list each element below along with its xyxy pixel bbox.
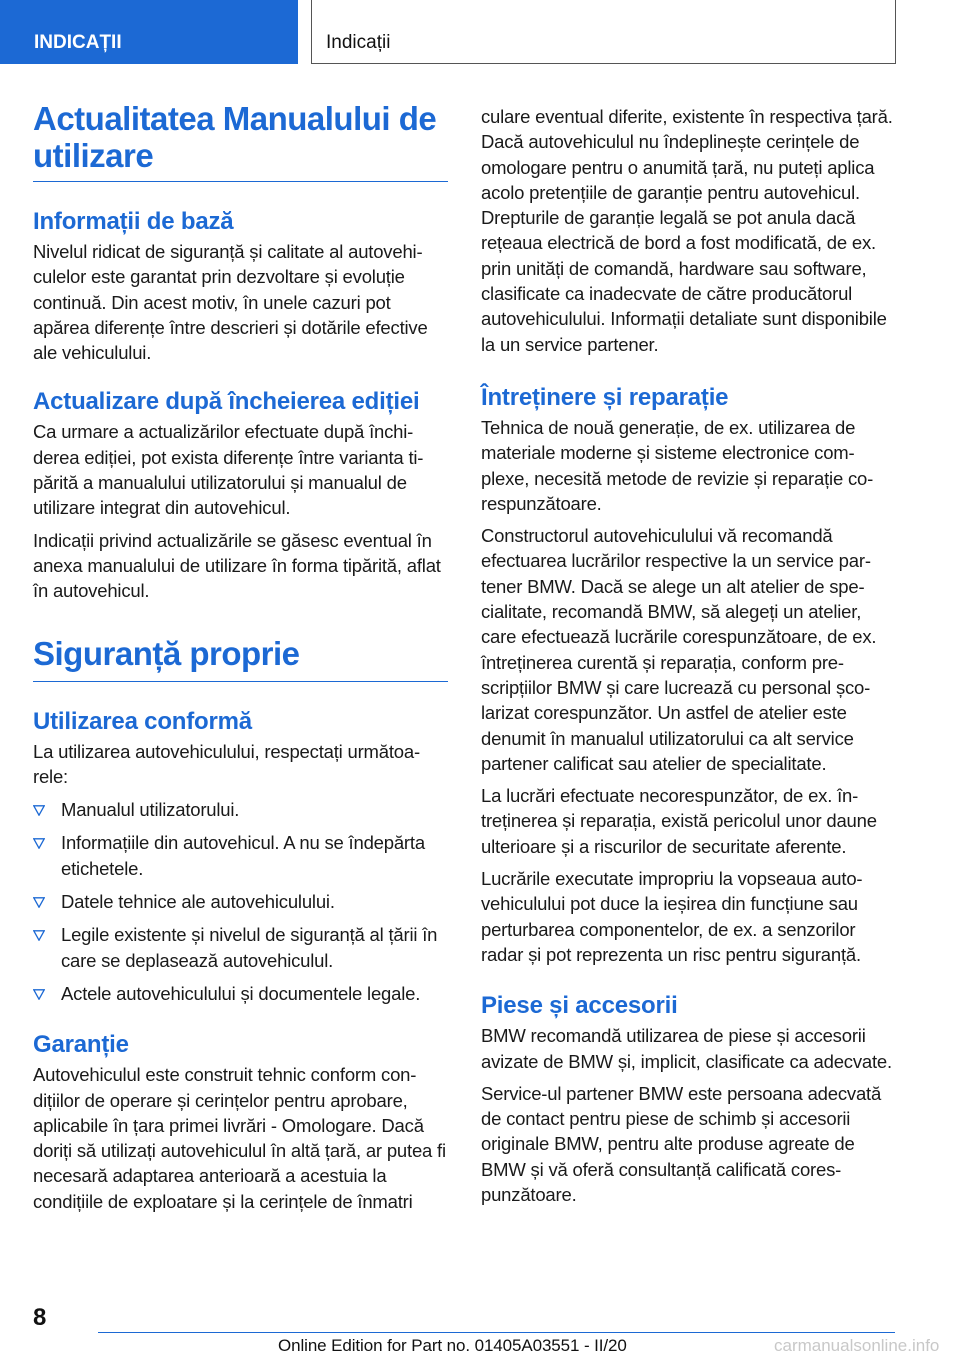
watermark: carmanualsonline.info <box>770 1336 939 1356</box>
heading-intended-use: Utilizarea conformă <box>33 707 252 735</box>
list-item <box>33 922 448 973</box>
paragraph-parts-2: Service-ul partener BMW este persoana adecvată de contact pentru piese de schimb și accesorii originale BMW, pentru alte produse agreate de BMW și vă oferă consultanță calificată corespunzătoare. <box>481 1082 882 1205</box>
chapter-header <box>311 0 896 64</box>
heading-parts-accessories: Piese și accesorii <box>481 992 678 1020</box>
section-tab-label: INDICAȚII <box>34 32 122 53</box>
left-column <box>33 100 448 1214</box>
chapter-title: Indicații <box>326 32 391 53</box>
section-tab[interactable] <box>0 0 298 64</box>
paragraph-update-1: Ca urmare a actualizărilor efectuate după închiderea ediției, pot exista diferențe între varianta tipărită a manualului utilizatorului și manualul de utilizare integrat din autovehicul. <box>33 421 424 519</box>
paragraph-basic-info: Nivelul ridicat de siguranță și calitate al autovehiculelor este garantat prin dezvoltare și evoluție continuă. Din acest motiv, în unele cazuri pot apărea diferențe între descrieri și dotările efective ale vehiculului. <box>33 241 428 364</box>
paragraph-warranty-continued: culare eventual diferite, existente în respectiva țară. Dacă autovehiculul nu îndeplinește cerințele de omologare pentru o anumită țară, nu puteți aplica acolo pretențiile de garanție pentru autovehicul. Drepturile de garanție legală se pot anula dacă rețeaua electrică de bord a fost modificată, de ex. prin unități de comandă, hardware sau software, clasificate ca inadecvate de către producătorul autovehiculului. Informații detaliate sunt disponibile la un service partener. <box>481 106 893 355</box>
heading-manual-update: Actualitatea Manualului de utilizare <box>33 100 437 174</box>
triangle-bullet-icon <box>33 805 45 816</box>
heading-warranty: Garanție <box>33 1031 129 1059</box>
heading-maintenance: Întreținere și reparație <box>481 383 729 411</box>
heading-update-after-edition: Actualizare după încheierea ediției <box>33 388 420 416</box>
list-item-text: Datele tehnice ale autovehiculului. <box>61 891 335 913</box>
list-item-text: Informațiile din autovehicul. A nu se îndepărta etichetele. <box>61 832 425 879</box>
footer-rule <box>98 1332 895 1333</box>
paragraph-maintenance-3: La lucrări efectuate necorespunzător, de ex. întreținerea și reparația, există pericolul unor daune ulterioare și a riscurilor de securitate aferente. <box>481 785 877 857</box>
heading-basic-info: Informații de bază <box>33 208 234 235</box>
triangle-bullet-icon <box>33 930 45 941</box>
paragraph-intended-use: La utilizarea autovehiculului, respectați următoarele: <box>33 740 421 787</box>
heading-own-safety: Siguranță proprie <box>33 634 300 672</box>
list-item <box>33 981 448 1006</box>
list-item-text: Actele autovehiculului și documentele legale. <box>61 982 421 1004</box>
triangle-bullet-icon <box>33 989 45 1000</box>
page-number: 8 <box>33 1304 47 1331</box>
triangle-bullet-icon <box>33 838 45 849</box>
right-column <box>481 104 896 1207</box>
heading-rule <box>33 681 448 682</box>
observe-list <box>33 797 448 1006</box>
paragraph-warranty: Autovehiculul este construit tehnic conform condițiilor de operare și cerințelor pentru aprobare, aplicabile în țara primei livrări - Omologare. Dacă doriți să utilizați autovehiculul în altă țară, ar putea fi necesară adaptarea anterioară a acestuia la condițiile de exploatare și la cerințele de înmatri <box>33 1064 446 1212</box>
list-item-text: Manualul utilizatorului. <box>61 799 240 821</box>
paragraph-maintenance-1: Tehnica de nouă generație, de ex. utilizarea de materiale moderne și sisteme electronice complexe, necesită metode de revizie și reparație corespunzătoare. <box>481 416 874 514</box>
list-item-text: Legile existente și nivelul de siguranță al țării în care se deplasează autovehiculul. <box>61 924 438 971</box>
footer-edition: Online Edition for Part no. 01405A03551 - II/20 <box>278 1336 627 1355</box>
heading-rule <box>33 181 448 182</box>
paragraph-update-2: Indicații privind actualizările se găsesc eventual în anexa manualului de utilizare în forma tipărită, aflat în autovehicul. <box>33 529 441 602</box>
list-item <box>33 889 448 914</box>
list-item <box>33 797 448 822</box>
paragraph-maintenance-2: Constructorul autovehiculului vă recomandă efectuarea lucrărilor respective la un service partener BMW. Dacă se alege un alt atelier de specialitate, recomandă BMW, să alegeți un atelier, care efectuează lucrările corespunzătoare, de ex. întreținerea curentă și reparația, conform prescripțiilor BMW și care lucrează cu personal școlarizat corespunzător. Un astfel de atelier este denumit în manualul utilizatorului ca alt service partener calificat sau atelier de specialitate. <box>481 525 877 774</box>
list-item <box>33 830 448 881</box>
paragraph-parts-1: BMW recomandă utilizarea de piese și accesorii avizate de BMW și, implicit, clasificate ca adecvate. <box>481 1025 892 1072</box>
paragraph-maintenance-4: Lucrările executate impropriu la vopseaua autovehiculului pot duce la ieșirea din funcțiune sau perturbarea componentelor, de ex. a senzorilor radar și pot reprezenta un risc pentru siguranță. <box>481 868 863 965</box>
triangle-bullet-icon <box>33 897 45 908</box>
